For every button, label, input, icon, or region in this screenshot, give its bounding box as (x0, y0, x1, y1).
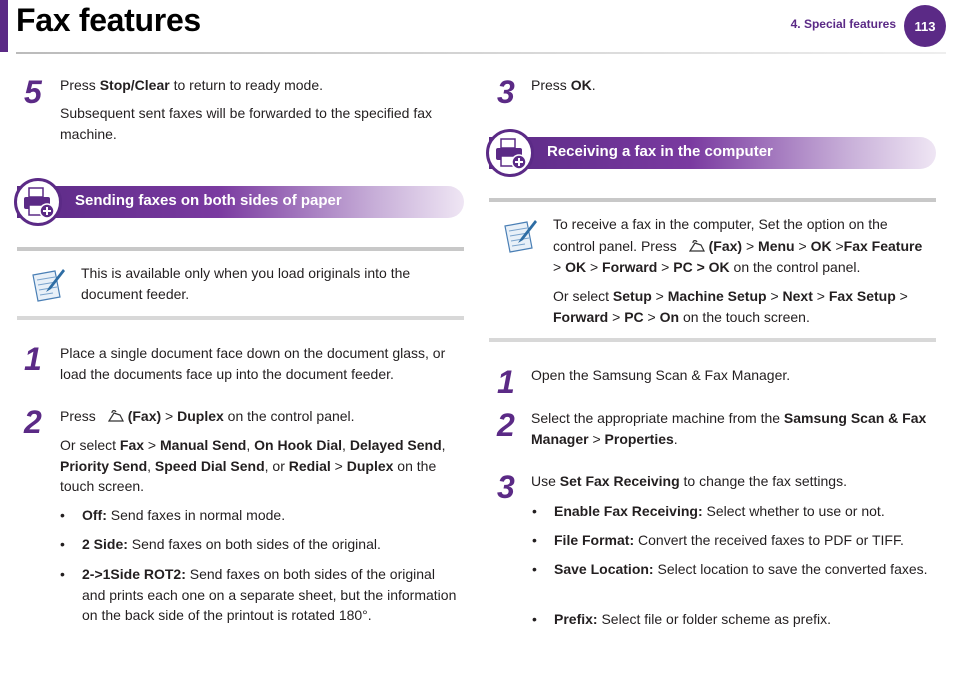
note-box (17, 247, 464, 320)
list-item: • Save Location: Select location to save the converted faxes. (532, 561, 928, 577)
step-text: Open the Samsung Scan & Fax Manager. (531, 367, 791, 383)
list-item: • Off: Send faxes in normal mode. (60, 507, 286, 523)
step-number: 2 (24, 404, 42, 440)
page-number-badge (904, 5, 946, 47)
step-text: Use Set Fax Receiving to change the fax settings. (531, 473, 847, 489)
step-number: 1 (24, 341, 42, 377)
banner-title: Sending faxes on both sides of paper (75, 192, 342, 209)
step-text: Subsequent sent faxes will be forwarded to the specified fax machine. (60, 105, 432, 142)
step-text: Select the appropriate machine from the Samsung Scan & Fax Manager > Properties. (531, 410, 927, 447)
step-number: 5 (24, 74, 42, 110)
header-divider (16, 52, 946, 54)
page-title: Fax features (16, 2, 201, 38)
step-text: Press (Fax) > Duplex on the control panel. (60, 408, 355, 424)
page-number: 113 (914, 18, 936, 34)
note-text: Or select Setup > Machine Setup > Next > Fax Setup > Forward > PC > On on the touch screen. (553, 288, 908, 325)
step-number: 2 (497, 407, 515, 443)
step-text: Or select Fax > Manual Send, On Hook Dial, Delayed Send, Priority Send, Speed Dial Send, or Redial > Duplex on the touch screen. (60, 437, 446, 494)
note-icon (499, 216, 539, 256)
note-text: This is available only when you load originals into the document feeder. (81, 265, 411, 302)
list-item: • 2->1Side ROT2: Send faxes on both sides of the original and prints each one on a separate sheet, but the information on the back side of the printout is rotated 180°. (60, 566, 457, 623)
printer-icon (14, 178, 62, 226)
note-text: To receive a fax in the computer, Set the option on the control panel. Press (Fax) > Menu > OK >Fax Feature > OK > Forward > PC > OK on the control panel. (553, 216, 923, 275)
fax-icon (687, 239, 705, 253)
step-number: 3 (497, 469, 515, 505)
note-box (489, 198, 936, 342)
note-icon (27, 265, 67, 305)
step-number: 1 (497, 364, 515, 400)
list-item: • Enable Fax Receiving: Select whether to use or not. (532, 503, 885, 519)
section-banner (17, 186, 464, 218)
printer-icon (486, 129, 534, 177)
list-item: • Prefix: Select file or folder scheme as prefix. (532, 611, 832, 627)
header-accent-bar (0, 0, 8, 52)
step-text: Press OK. (531, 77, 596, 93)
section-banner (489, 137, 936, 169)
step-text: Press Stop/Clear to return to ready mode. (60, 77, 324, 93)
step-text: Place a single document face down on the document glass, or load the documents face up into the document feeder. (60, 345, 446, 382)
list-item: • 2 Side: Send faxes on both sides of the original. (60, 536, 381, 552)
list-item: • File Format: Convert the received faxes to PDF or TIFF. (532, 532, 904, 548)
section-label: 4. Special features (790, 17, 896, 31)
step-number: 3 (497, 74, 515, 110)
banner-title: Receiving a fax in the computer (547, 143, 773, 160)
fax-icon (106, 409, 124, 423)
